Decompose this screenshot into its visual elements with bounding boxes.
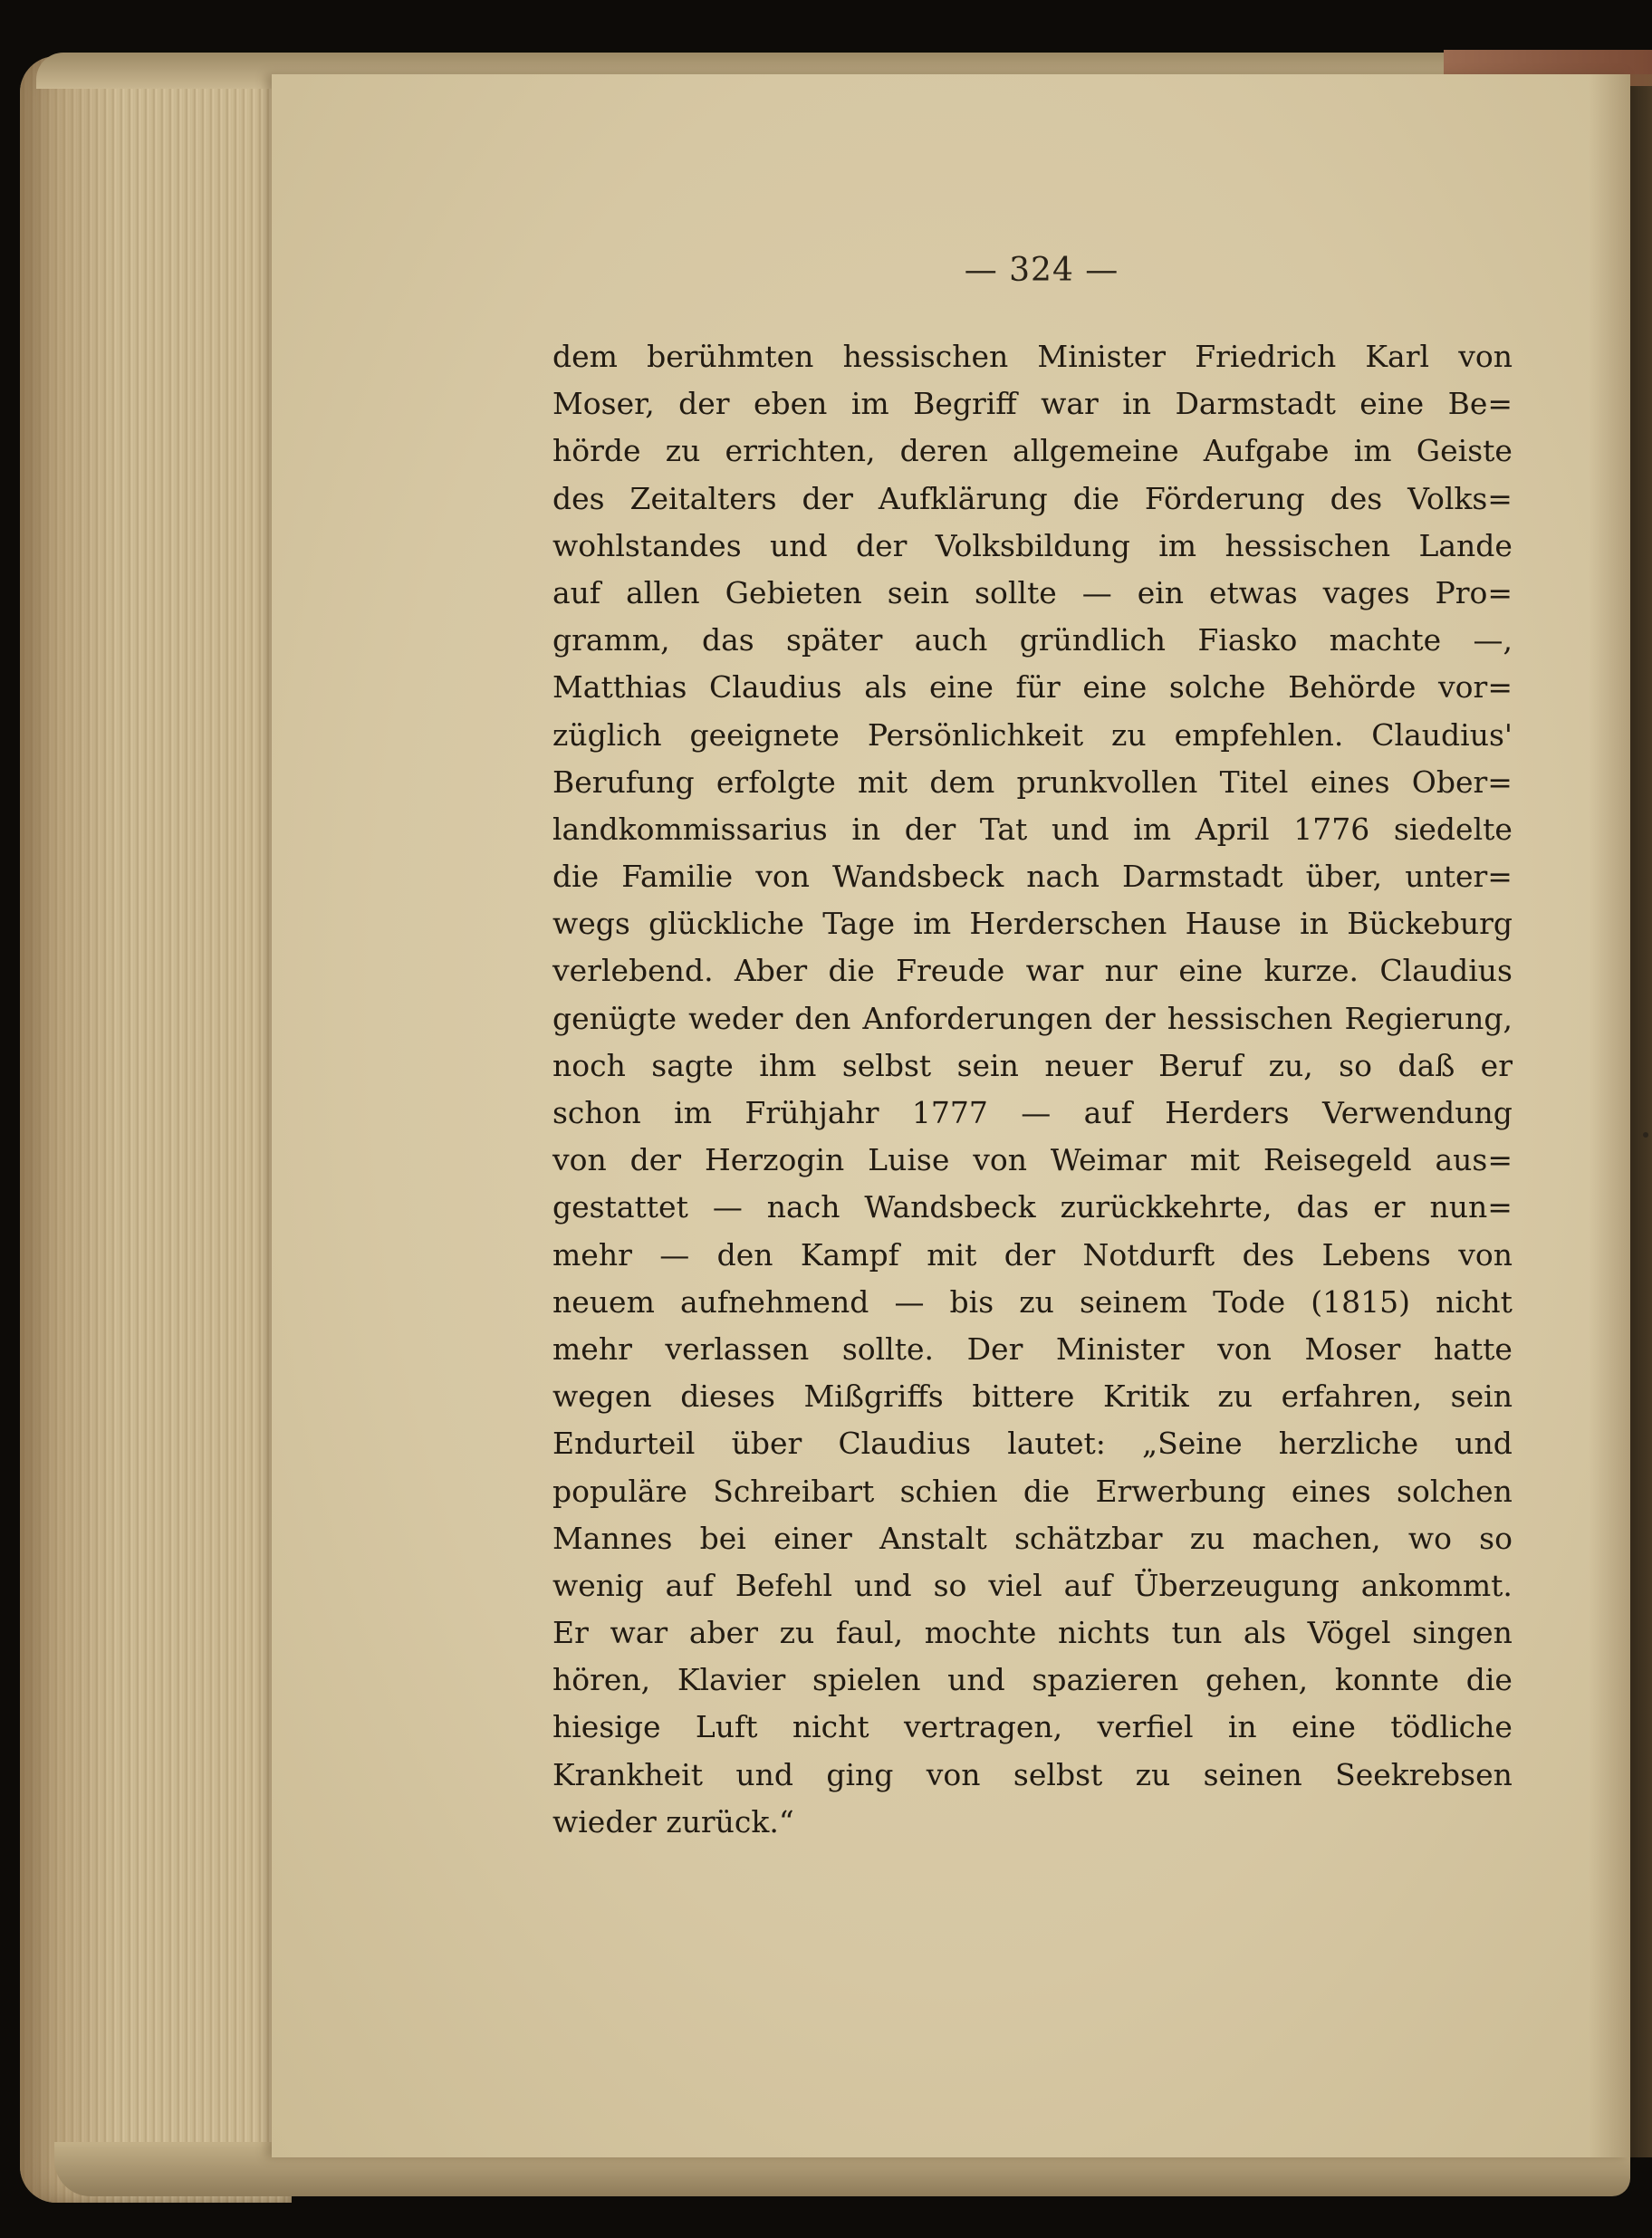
word: errichten, [725, 433, 876, 469]
word: vor= [1438, 669, 1513, 706]
word: — [894, 1283, 925, 1320]
word: so [933, 1567, 967, 1603]
text-line [552, 1515, 1513, 1562]
word: schon [552, 1095, 641, 1130]
word: siedelte [1393, 811, 1513, 847]
word: neuem [552, 1283, 655, 1320]
word: von [755, 859, 810, 895]
word: faul, [835, 1615, 904, 1651]
word: Weimar [1050, 1142, 1167, 1178]
word: in [1227, 1709, 1257, 1745]
word: als [1243, 1615, 1287, 1651]
word: Begriff [913, 386, 1017, 422]
word: eine [929, 669, 994, 706]
text-line [552, 1752, 1513, 1799]
word: allgemeine [1013, 433, 1179, 469]
word: Karl [1365, 339, 1430, 374]
word: so [1339, 1047, 1372, 1083]
word: nach [1026, 859, 1100, 895]
word: solche [1168, 669, 1266, 706]
word: sollte. [841, 1330, 935, 1367]
word: Darmstadt [1175, 386, 1336, 422]
word: seinem [1079, 1283, 1188, 1320]
word: genügte [552, 1000, 677, 1036]
word: zu [1135, 1756, 1171, 1792]
word: eben [753, 386, 828, 422]
word: Regierung, [1344, 1000, 1513, 1036]
word: ein [1137, 574, 1185, 610]
word: Herzogin [704, 1142, 845, 1178]
word: Berufung [552, 764, 695, 800]
text-line [552, 333, 1513, 380]
word: Reisegeld [1263, 1142, 1412, 1178]
word: Claudius [709, 669, 842, 706]
word: Hause [1185, 906, 1282, 942]
word: später [786, 622, 883, 658]
word: spielen [812, 1662, 921, 1698]
word: Aufgabe [1203, 433, 1330, 469]
word: berühmten [647, 339, 814, 374]
word: machte [1329, 622, 1442, 658]
text-line [552, 1232, 1513, 1279]
word: selbst [841, 1047, 932, 1083]
page-number: — 324 — [964, 252, 1119, 289]
word: — [1081, 574, 1112, 610]
word: über [731, 1426, 802, 1462]
word: Befehl [735, 1567, 833, 1603]
word: Persönlichkeit [867, 716, 1084, 753]
text-line [552, 947, 1513, 994]
word: von [926, 1756, 981, 1792]
word: ihm [759, 1047, 817, 1083]
word: war [1025, 953, 1084, 989]
word: die [1023, 1473, 1071, 1509]
word: den [716, 1236, 773, 1273]
word: Ober= [1411, 764, 1513, 800]
text-line [552, 523, 1513, 570]
word: Anforderungen [862, 1000, 1093, 1036]
text-line [552, 1420, 1513, 1467]
word: vertragen, [904, 1709, 1063, 1745]
word: landkommissarius [552, 811, 828, 847]
word: Bückeburg [1347, 906, 1513, 942]
word: zu [779, 1615, 815, 1651]
word: allen [626, 574, 700, 610]
word: hessischen [842, 339, 1009, 374]
word: nur [1104, 953, 1157, 989]
word: auf [1063, 1567, 1112, 1603]
word: von [973, 1142, 1027, 1178]
word: hessischen [1167, 1000, 1333, 1036]
word: zu, [1268, 1047, 1313, 1083]
word: sein [887, 574, 950, 610]
text-line [552, 1279, 1513, 1326]
word: Lande [1418, 527, 1513, 563]
word: spazieren [1032, 1662, 1179, 1698]
word: der [1004, 1236, 1056, 1273]
paper-speck [1643, 1132, 1648, 1138]
word: sollte [975, 574, 1057, 610]
word: —, [1473, 622, 1513, 658]
word: Anstalt [879, 1520, 987, 1556]
word: Titel [1219, 764, 1289, 800]
word: im [674, 1095, 713, 1130]
word: von [552, 1142, 607, 1178]
word: Minister [1037, 339, 1167, 374]
word: eine [1082, 669, 1148, 706]
word: dieses [680, 1378, 775, 1415]
text-line [552, 853, 1513, 900]
word: bittere [972, 1378, 1075, 1415]
word: auf [665, 1567, 714, 1603]
word: — [712, 1189, 743, 1225]
word: erfahren, [1281, 1378, 1423, 1415]
word: war [610, 1615, 668, 1651]
word: auf [1083, 1095, 1132, 1130]
word: unter= [1405, 859, 1513, 895]
word: neuer [1044, 1047, 1133, 1083]
word: konnte [1334, 1662, 1440, 1698]
word: Tode [1213, 1283, 1286, 1320]
word: selbst [1013, 1756, 1103, 1792]
word: des [552, 480, 605, 516]
word: das [701, 622, 754, 658]
word: Volksbildung [935, 527, 1130, 563]
word: und [854, 1567, 912, 1603]
word: singen [1412, 1615, 1513, 1651]
word: deren [899, 433, 988, 469]
word: im [1353, 433, 1392, 469]
word: Aufklärung [878, 480, 1048, 516]
word: der [855, 527, 908, 563]
text-line [552, 712, 1513, 759]
word: mit [857, 764, 908, 800]
word: aus= [1435, 1142, 1513, 1178]
word: ankommt. [1360, 1567, 1513, 1603]
word: eine [1359, 386, 1425, 422]
word: Mannes [552, 1520, 673, 1556]
word: für [1015, 669, 1061, 706]
word: die [552, 859, 600, 895]
word: von [1458, 339, 1513, 374]
word: Erwerbung [1095, 1473, 1266, 1509]
word: der [904, 811, 956, 847]
word: Der [966, 1330, 1023, 1367]
word: April [1195, 811, 1270, 847]
word: mehr [552, 1236, 632, 1273]
text-line [552, 1704, 1513, 1751]
word: und [1051, 811, 1109, 847]
word: Herders [1165, 1095, 1290, 1130]
word: gramm, [552, 622, 670, 658]
word: vages [1322, 574, 1410, 610]
word: noch [552, 1047, 626, 1083]
word: wo [1407, 1520, 1452, 1556]
word: Verwendung [1322, 1095, 1513, 1130]
text-line [552, 1562, 1513, 1609]
word: des [1330, 480, 1383, 516]
word: Zeitalters [629, 480, 777, 516]
word: im [1158, 527, 1197, 563]
word: von [1217, 1330, 1272, 1367]
word: schätzbar [1013, 1520, 1163, 1556]
word: Förderung [1144, 480, 1305, 516]
word: Familie [621, 859, 734, 895]
word: von [1458, 1236, 1513, 1273]
word: — [1021, 1095, 1052, 1130]
word: Luft [695, 1709, 758, 1745]
text-line [552, 475, 1513, 523]
word: empfehlen. [1174, 716, 1344, 753]
text-line [552, 1373, 1513, 1420]
text-line [552, 900, 1513, 947]
word: Moser, [552, 386, 655, 422]
word: des [1242, 1236, 1295, 1273]
word: Notdurft [1082, 1236, 1215, 1273]
word: Behörde [1288, 669, 1417, 706]
book-edge-shadow [20, 56, 120, 2203]
word: hessischen [1225, 527, 1391, 563]
word: eines [1310, 764, 1390, 800]
text-line [552, 380, 1513, 427]
word: erfolgte [716, 764, 836, 800]
word: der [1104, 1000, 1156, 1036]
word: sein [956, 1047, 1019, 1083]
word: Friedrich [1195, 339, 1337, 374]
word: Darmstadt [1122, 859, 1283, 895]
word: kurze. [1263, 953, 1359, 989]
word: glückliche [648, 906, 804, 942]
word: etwas [1209, 574, 1298, 610]
word: Beruf [1158, 1047, 1244, 1083]
word: Fiasko [1197, 622, 1298, 658]
word: zu [1217, 1378, 1253, 1415]
word: in [1122, 386, 1152, 422]
word: die [1072, 480, 1119, 516]
word: auch [914, 622, 988, 658]
word: Tat [979, 811, 1028, 847]
word: 1776 [1293, 811, 1370, 847]
text-line [552, 664, 1513, 711]
word: geeignete [689, 716, 840, 753]
word: prunkvollen [1016, 764, 1198, 800]
word: und [769, 527, 828, 563]
word: gestattet [552, 1189, 688, 1225]
word: und [735, 1756, 793, 1792]
text-line: wieder zurück.“ [552, 1803, 794, 1839]
word: hören, [552, 1662, 651, 1698]
text-line [552, 570, 1513, 617]
word: Lebens [1321, 1236, 1431, 1273]
word: sein [1450, 1378, 1513, 1415]
word: Freude [896, 953, 1005, 989]
word: Tage [822, 906, 895, 942]
text-line [552, 1609, 1513, 1657]
text-line [552, 1042, 1513, 1090]
page-body-text [552, 333, 1513, 1846]
word: die [1465, 1662, 1513, 1698]
word: so [1479, 1520, 1513, 1556]
word: der [678, 386, 730, 422]
word: Kritik [1102, 1378, 1189, 1415]
text-line [552, 1090, 1513, 1137]
word: ging [826, 1756, 894, 1792]
word: Claudius [1379, 953, 1513, 989]
word: im [850, 386, 889, 422]
word: Seekrebsen [1335, 1756, 1513, 1792]
word: Claudius [838, 1426, 972, 1462]
word: solchen [1397, 1473, 1513, 1509]
word: — [659, 1236, 690, 1273]
word: Krankheit [552, 1756, 703, 1792]
text-line [552, 995, 1513, 1042]
word: „Seine [1142, 1426, 1243, 1462]
word: zu [665, 433, 701, 469]
word: machen, [1252, 1520, 1381, 1556]
word: sagte [651, 1047, 734, 1083]
word: zu [1019, 1283, 1054, 1320]
word: tödliche [1390, 1709, 1513, 1745]
word: aber [688, 1615, 758, 1651]
word: schien [899, 1473, 998, 1509]
word: der [802, 480, 853, 516]
word: die [828, 953, 875, 989]
word: Geiste [1416, 433, 1513, 469]
text-line [552, 1657, 1513, 1704]
text-line [552, 1184, 1513, 1231]
word: Wandsbeck [832, 859, 1004, 895]
page-gutter-shadow [1589, 74, 1652, 2157]
word: zu [1189, 1520, 1225, 1556]
word: Claudius' [1371, 716, 1513, 753]
text-line [552, 806, 1513, 853]
word: mehr [552, 1330, 632, 1367]
word: Frühjahr [744, 1095, 879, 1130]
text-line [552, 617, 1513, 664]
word: Mißgriffs [803, 1378, 944, 1415]
word: Endurteil [552, 1426, 696, 1462]
word: dem [552, 339, 618, 374]
word: tun [1171, 1615, 1223, 1651]
word: im [1133, 811, 1172, 847]
word: Aber [734, 953, 808, 989]
word: in [851, 811, 881, 847]
word: hiesige [552, 1709, 661, 1745]
word: wegen [552, 1378, 652, 1415]
text-line [552, 1137, 1513, 1184]
word: verlebend. [552, 953, 714, 989]
word: nach [766, 1189, 840, 1225]
word: hörde [552, 433, 641, 469]
word: und [1455, 1426, 1513, 1462]
text-line [552, 1326, 1513, 1373]
word: gehen, [1205, 1662, 1309, 1698]
word: er [1480, 1047, 1513, 1083]
word: Moser [1304, 1330, 1401, 1367]
word: wohlstandes [552, 527, 742, 563]
word: herzliche [1278, 1426, 1419, 1462]
word: Klavier [677, 1662, 786, 1698]
word: eines [1291, 1473, 1371, 1509]
word: den [794, 1000, 851, 1036]
word: daß [1397, 1047, 1455, 1083]
word: viel [988, 1567, 1042, 1603]
word: zurückkehrte, [1060, 1189, 1273, 1225]
word: Schreibart [713, 1473, 875, 1509]
word: Minister [1055, 1330, 1185, 1367]
word: bis [949, 1283, 994, 1320]
word: Kampf [800, 1236, 899, 1273]
word: bei [699, 1520, 746, 1556]
word: Matthias [552, 669, 687, 706]
word: (1815) [1311, 1283, 1410, 1320]
word: Wandsbeck [864, 1189, 1036, 1225]
word: war [1041, 386, 1099, 422]
word: züglich [552, 716, 662, 753]
word: nichts [1058, 1615, 1150, 1651]
word: eine [1178, 953, 1244, 989]
word: Vögel [1307, 1615, 1391, 1651]
word: zu [1111, 716, 1147, 753]
word: das [1296, 1189, 1349, 1225]
word: wenig [552, 1567, 644, 1603]
word: Überzeugung [1133, 1567, 1340, 1603]
word: nicht [792, 1709, 869, 1745]
word: Be= [1447, 386, 1513, 422]
word: über, [1305, 859, 1383, 895]
text-line [552, 427, 1513, 475]
word: in [1300, 906, 1329, 942]
word: er [1373, 1189, 1406, 1225]
word: Luise [868, 1142, 950, 1178]
word: Er [552, 1615, 589, 1651]
word: seinen [1203, 1756, 1302, 1792]
word: hatte [1433, 1330, 1513, 1367]
word: dem [929, 764, 995, 800]
text-line [552, 759, 1513, 806]
word: Pro= [1435, 574, 1513, 610]
word: mit [1189, 1142, 1240, 1178]
word: einer [773, 1520, 852, 1556]
word: als [864, 669, 908, 706]
word: weder [688, 1000, 783, 1036]
word: verfiel [1097, 1709, 1194, 1745]
word: eine [1292, 1709, 1356, 1745]
word: populäre [552, 1473, 687, 1509]
word: gründlich [1019, 622, 1167, 658]
word: wegs [552, 906, 630, 942]
word: mit [927, 1236, 977, 1273]
word: und [947, 1662, 1005, 1698]
word: Herderschen [969, 906, 1167, 942]
word: nun= [1429, 1189, 1513, 1225]
word: 1777 [911, 1095, 988, 1130]
word: nicht [1436, 1283, 1513, 1320]
word: verlassen [665, 1330, 810, 1367]
word: lautet: [1007, 1426, 1106, 1462]
word: Volks= [1407, 480, 1513, 516]
word: mochte [924, 1615, 1037, 1651]
word: auf [552, 574, 601, 610]
text-line [552, 1468, 1513, 1515]
word: im [913, 906, 952, 942]
word: der [629, 1142, 682, 1178]
word: Gebieten [725, 574, 862, 610]
word: aufnehmend [679, 1283, 869, 1320]
